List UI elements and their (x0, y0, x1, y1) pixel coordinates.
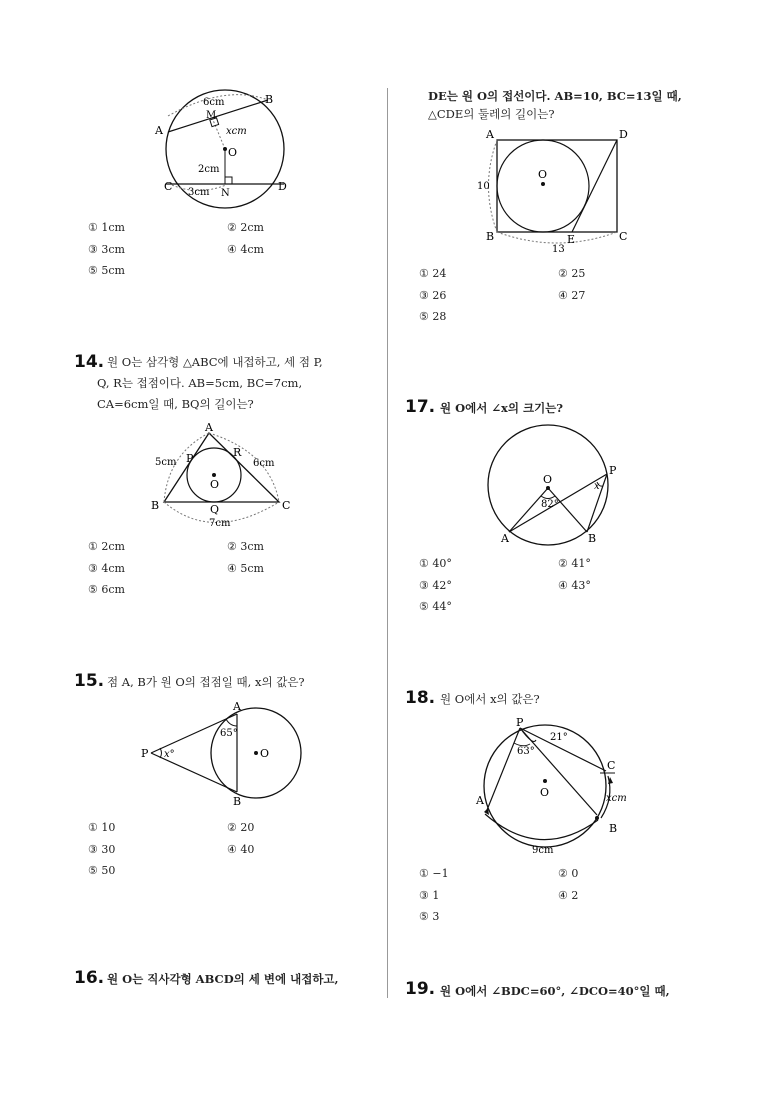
q17-text-line1: 원 O에서 ∠x의 크기는? (440, 401, 564, 415)
q14-label-R: R (233, 446, 242, 459)
q14-label-C: C (282, 499, 291, 512)
q18-label-21: 21° (550, 732, 568, 743)
q13-label-A: A (155, 124, 163, 137)
q17-option-1[interactable]: ① 40° (419, 557, 452, 570)
q16-option-1[interactable]: ① 24 (419, 267, 447, 280)
column-divider (387, 88, 388, 998)
q18-label-O: O (540, 786, 550, 799)
q16-text-line3: △CDE의 둘레의 길이는? (428, 107, 555, 121)
q13-label-6cm: 6cm (203, 97, 225, 108)
q13-label-D: D (278, 180, 287, 193)
q14-label-6cm: 6cm (253, 458, 275, 469)
q18-option-4[interactable]: ④ 2 (558, 889, 579, 902)
q18-label-P: P (516, 716, 524, 729)
q13-label-2cm: 2cm (198, 164, 220, 175)
q17-label-O: O (543, 473, 553, 486)
q16-option-5[interactable]: ⑤ 28 (419, 310, 447, 323)
q13-label-N: N (221, 188, 230, 199)
q17-number: 17. (405, 397, 436, 417)
q14-option-4[interactable]: ④ 5cm (227, 562, 264, 575)
q15-label-O: O (260, 747, 270, 760)
q16-figure (472, 126, 632, 256)
q14-number: 14. (74, 352, 105, 372)
q18-label-xcm: xcm (606, 793, 627, 804)
q16-label-D: D (619, 128, 628, 141)
q14-option-3[interactable]: ③ 4cm (88, 562, 125, 575)
q19-text-line1: 원 O에서 ∠BDC=60°, ∠DCO=40°일 때, (440, 984, 670, 998)
q16-option-4[interactable]: ④ 27 (558, 289, 586, 302)
q14-option-1[interactable]: ① 2cm (88, 540, 125, 553)
q18-label-A: A (476, 794, 484, 807)
q18-label-B: B (609, 822, 618, 835)
q16-label-O: O (538, 168, 548, 181)
q14-text-line2: Q, R는 접점이다. AB=5cm, BC=7cm, (97, 376, 303, 390)
q17-label-P: P (609, 464, 617, 477)
q16-label-A: A (486, 128, 494, 141)
q16-label-10: 10 (477, 181, 490, 192)
q15-option-2[interactable]: ② 20 (227, 821, 255, 834)
q15-text-line1: 점 A, B가 원 O의 접점일 때, x의 값은? (107, 675, 305, 689)
q15-label-P: P (141, 747, 149, 760)
q17-label-x: x (594, 481, 600, 492)
q16-option-2[interactable]: ② 25 (558, 267, 586, 280)
q14-label-B: B (151, 499, 160, 512)
q16-number: 16. (74, 968, 105, 988)
q14-label-Q: Q (210, 503, 220, 516)
q16-text-line1: 원 O는 직사각형 ABCD의 세 변에 내접하고, (107, 972, 339, 986)
q13-option-3[interactable]: ③ 3cm (88, 243, 125, 256)
q13-figure (150, 86, 300, 214)
q16-label-13: 13 (552, 244, 565, 255)
q18-option-2[interactable]: ② 0 (558, 867, 579, 880)
q16-label-E: E (567, 233, 576, 246)
q16-label-C: C (619, 230, 628, 243)
q18-label-9cm: 9cm (532, 845, 554, 856)
q17-option-3[interactable]: ③ 42° (419, 579, 452, 592)
q15-label-A: A (233, 700, 241, 713)
q14-text-line3: CA=6cm일 때, BQ의 길이는? (97, 397, 254, 411)
q13-label-B: B (265, 93, 274, 106)
q13-label-O: O (228, 146, 238, 159)
q15-option-1[interactable]: ① 10 (88, 821, 116, 834)
q18-option-5[interactable]: ⑤ 3 (419, 910, 440, 923)
q14-label-P: P (186, 452, 194, 465)
q17-figure (485, 422, 625, 550)
q17-label-82: 82° (541, 499, 559, 510)
q18-number: 18. (405, 688, 436, 708)
q15-option-5[interactable]: ⑤ 50 (88, 864, 116, 877)
q14-label-A: A (205, 421, 213, 434)
q18-text-line1: 원 O에서 x의 값은? (440, 692, 540, 706)
q18-option-3[interactable]: ③ 1 (419, 889, 440, 902)
q14-label-O: O (210, 478, 220, 491)
q13-label-C: C (164, 180, 173, 193)
q13-option-4[interactable]: ④ 4cm (227, 243, 264, 256)
q18-option-1[interactable]: ① −1 (419, 867, 449, 880)
q13-label-M: M (206, 110, 217, 121)
q18-label-C: C (607, 759, 616, 772)
q19-number: 19. (405, 979, 436, 999)
q17-label-B: B (588, 532, 597, 545)
q17-label-A: A (501, 532, 509, 545)
q15-label-x: x° (164, 749, 175, 760)
q15-number: 15. (74, 671, 105, 691)
q14-label-5cm: 5cm (155, 457, 177, 468)
q17-option-4[interactable]: ④ 43° (558, 579, 591, 592)
q15-figure (137, 697, 307, 809)
q14-label-7cm: 7cm (209, 518, 231, 529)
q16-label-B: B (486, 230, 495, 243)
q13-option-2[interactable]: ② 2cm (227, 221, 264, 234)
q17-option-5[interactable]: ⑤ 44° (419, 600, 452, 613)
q14-option-5[interactable]: ⑤ 6cm (88, 583, 125, 596)
q15-option-4[interactable]: ④ 40 (227, 843, 255, 856)
q16-option-3[interactable]: ③ 26 (419, 289, 447, 302)
q18-figure (470, 714, 640, 858)
q17-option-2[interactable]: ② 41° (558, 557, 591, 570)
q16-text-line2: DE는 원 O의 접선이다. AB=10, BC=13일 때, (428, 89, 682, 103)
q14-option-2[interactable]: ② 3cm (227, 540, 264, 553)
q15-label-B: B (233, 795, 242, 808)
q15-label-65: 65° (220, 728, 238, 739)
q13-label-3cm: 3cm (188, 187, 210, 198)
q15-option-3[interactable]: ③ 30 (88, 843, 116, 856)
q13-label-x: xcm (226, 126, 247, 137)
q18-label-63: 63° (517, 746, 535, 757)
q13-option-1[interactable]: ① 1cm (88, 221, 125, 234)
q13-option-5[interactable]: ⑤ 5cm (88, 264, 125, 277)
q14-figure (150, 418, 300, 530)
q14-text-line1: 원 O는 삼각형 △ABC에 내접하고, 세 점 P, (107, 355, 323, 369)
